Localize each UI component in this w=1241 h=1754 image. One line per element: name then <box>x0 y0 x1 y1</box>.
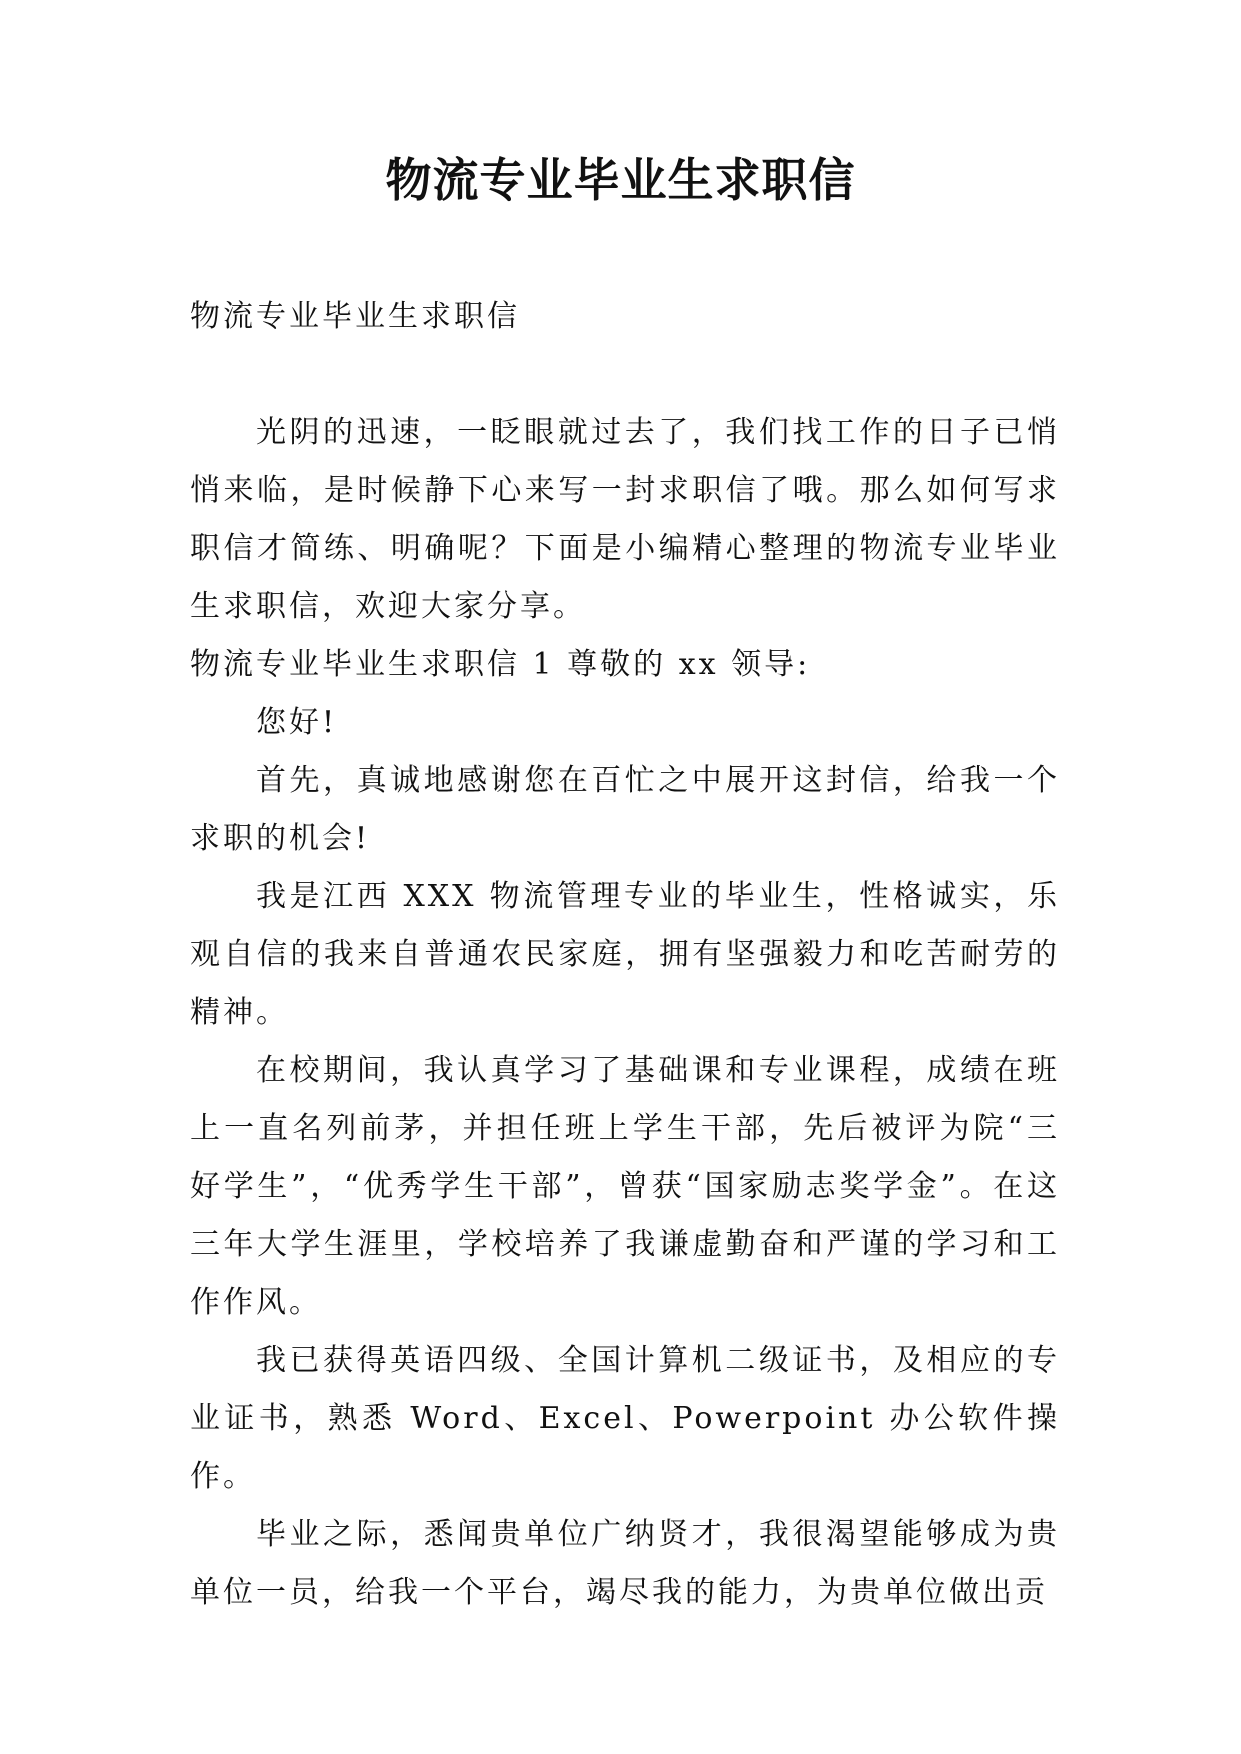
paragraph-salutation: 物流专业毕业生求职信 1 尊敬的 xx 领导: <box>190 647 811 682</box>
document-title: 物流专业毕业生求职信 <box>385 153 856 207</box>
paragraph-self-intro: 我是江西 XXX 物流管理专业的毕业生，性格诚实，乐观自信的我来自普通农民家庭，拥有坚强毅力和吃苦耐劳的精神。 <box>190 879 1060 1030</box>
paragraph-certificates: 我已获得英语四级、全国计算机二级证书，及相应的专业证书，熟悉 Word、Excel、Powerpoint 办公软件操作。 <box>190 1343 1060 1494</box>
paragraph-intro: 光阴的迅速，一眨眼就过去了，我们找工作的日子已悄悄来临，是时候静下心来写一封求职信了哦。那么如何写求职信才简练、明确呢？下面是小编精心整理的物流专业毕业生求职信，欢迎大家分享。 <box>190 415 1060 624</box>
paragraph-application: 毕业之际，悉闻贵单位广纳贤才，我很渴望能够成为贵单位一员，给我一个平台，竭尽我的能力，为贵单位做出贡 <box>190 1517 1060 1610</box>
paragraph-thanks: 首先，真诚地感谢您在百忙之中展开这封信，给我一个求职的机会! <box>190 763 1060 856</box>
paragraph-school: 在校期间，我认真学习了基础课和专业课程，成绩在班上一直名列前茅，并担任班上学生干部，先后被评为院“三好学生”，“优秀学生干部”，曾获“国家励志奖学金”。在这三年大学生涯里，学校培养了我谦虚勤奋和严谨的学习和工作作风。 <box>190 1053 1060 1320</box>
paragraph-greeting: 您好! <box>256 705 338 740</box>
document-subtitle: 物流专业毕业生求职信 <box>190 299 520 334</box>
document-body <box>190 288 1060 1622</box>
